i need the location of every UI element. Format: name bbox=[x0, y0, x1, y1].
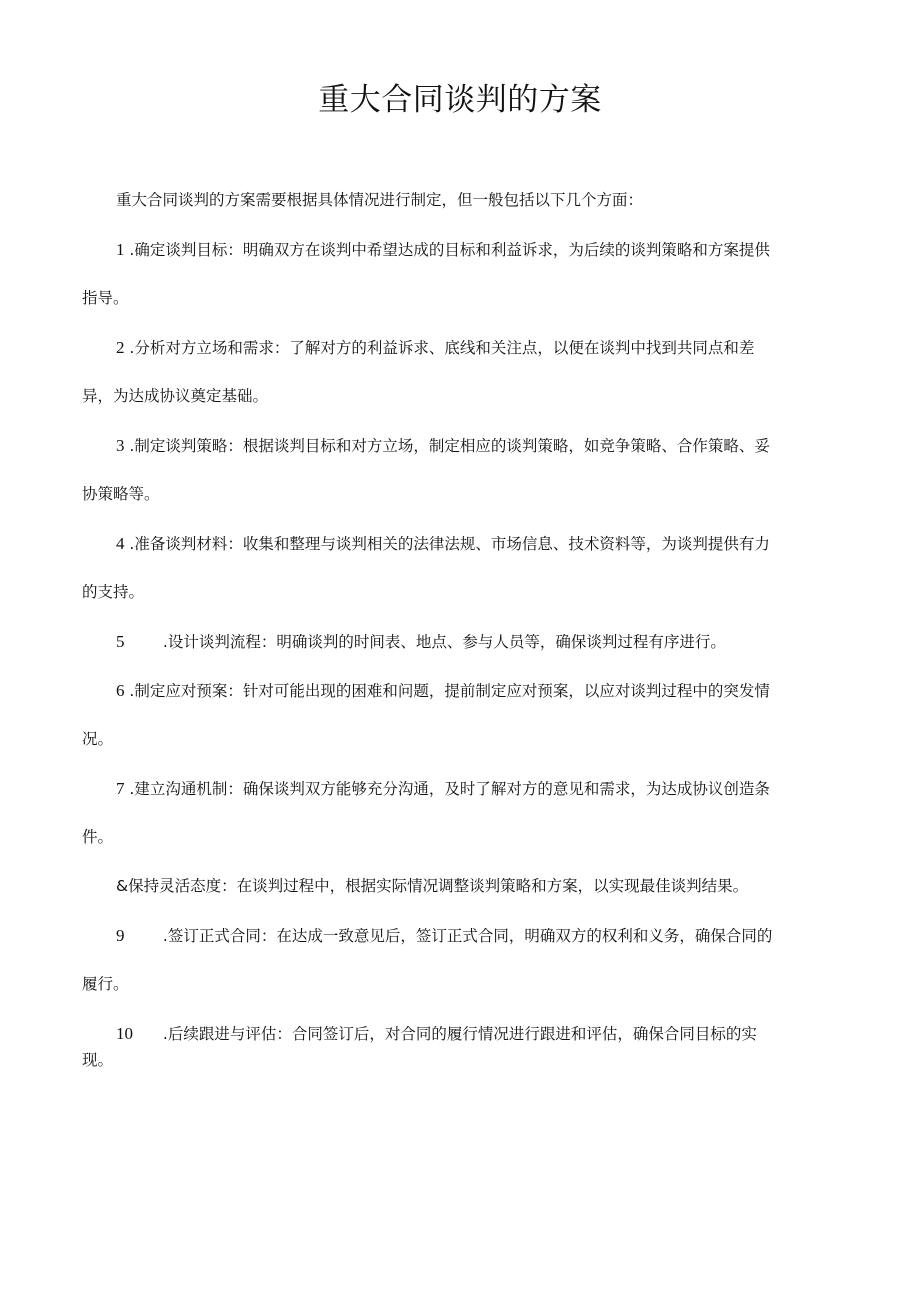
document-title: 重大合同谈判的方案 bbox=[318, 82, 602, 118]
item-number: 6 bbox=[116, 681, 125, 700]
item-number: 1 bbox=[116, 240, 125, 259]
item-text: .制定应对预案：针对可能出现的困难和问题，提前制定应对预案，以应对谈判过程中的突发情 bbox=[124, 682, 770, 700]
item-text: .后续跟进与评估：合同签订后，对合同的履行情况进行跟进和评估，确保合同目标的实 bbox=[158, 1025, 757, 1043]
item-text: .设计谈判流程：明确谈判的时间表、地点、参与人员等，确保谈判过程有序进行。 bbox=[158, 633, 726, 651]
list-item-3-line1 bbox=[82, 421, 842, 471]
list-item-3-line2: 协策略等。 bbox=[82, 485, 160, 503]
list-item-9-line1 bbox=[82, 911, 842, 961]
item-number: 4 bbox=[116, 534, 125, 553]
item-text: &保持灵活态度：在谈判过程中，根据实际情况调整谈判策略和方案，以实现最佳谈判结果。 bbox=[116, 877, 749, 895]
list-item-9-line2: 履行。 bbox=[82, 975, 129, 993]
item-number: 2 bbox=[116, 338, 125, 357]
item-text: .建立沟通机制：确保谈判双方能够充分沟通，及时了解对方的意见和需求，为达成协议创造条 bbox=[124, 780, 770, 798]
item-text: .准备谈判材料：收集和整理与谈判相关的法律法规、市场信息、技术资料等，为谈判提供有力 bbox=[124, 535, 770, 553]
item-number: 9 bbox=[116, 926, 125, 945]
item-text: .制定谈判策略：根据谈判目标和对方立场，制定相应的谈判策略，如竞争策略、合作策略、妥 bbox=[124, 437, 770, 455]
item-text: .分析对方立场和需求：了解对方的利益诉求、底线和关注点，以便在谈判中找到共同点和差 bbox=[124, 339, 755, 357]
item-text: .确定谈判目标：明确双方在谈判中希望达成的目标和利益诉求，为后续的谈判策略和方案提供 bbox=[124, 241, 770, 259]
item-text: .签订正式合同：在达成一致意见后，签订正式合同，明确双方的权利和义务，确保合同的 bbox=[158, 927, 773, 945]
list-item-5-line1 bbox=[82, 617, 842, 667]
intro-text: 重大合同谈判的方案需要根据具体情况进行制定，但一般包括以下几个方面： bbox=[116, 191, 644, 209]
list-item-6-line1 bbox=[82, 666, 842, 716]
list-item-4-line2: 的支持。 bbox=[82, 583, 145, 601]
list-item-2-line1 bbox=[82, 323, 842, 373]
intro-paragraph bbox=[82, 176, 842, 225]
list-item-8-line1 bbox=[82, 862, 842, 911]
list-item-1-line2: 指导。 bbox=[82, 289, 129, 307]
list-item-10-line2: 现。 bbox=[82, 1051, 114, 1069]
list-item-4-line1 bbox=[82, 519, 842, 569]
list-item-7-line1 bbox=[82, 764, 842, 814]
list-item-1-line1 bbox=[82, 225, 842, 275]
list-item-6-line2: 况。 bbox=[82, 730, 114, 748]
list-item-7-line2: 件。 bbox=[82, 828, 114, 846]
item-number: 3 bbox=[116, 436, 125, 455]
item-number: 10 bbox=[116, 1024, 133, 1043]
item-number: 7 bbox=[116, 779, 125, 798]
item-number: 5 bbox=[116, 632, 125, 651]
list-item-2-line2: 异，为达成协议奠定基础。 bbox=[82, 387, 269, 405]
